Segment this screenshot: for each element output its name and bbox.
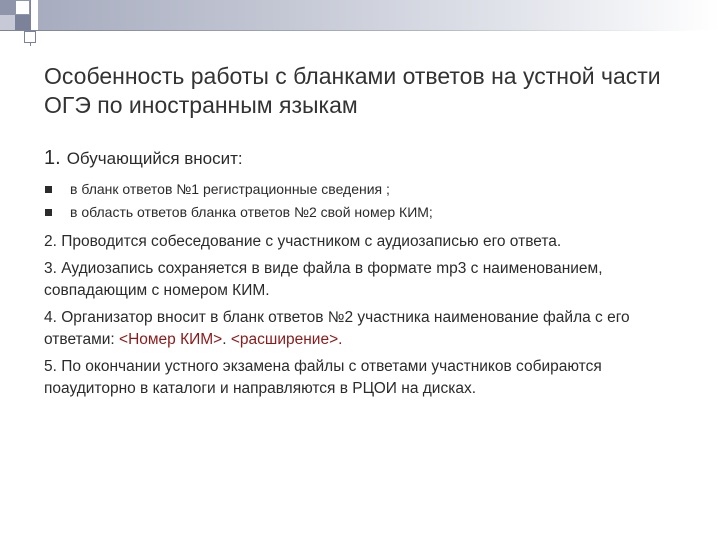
file-name-placeholder: <Номер КИМ> <box>119 331 223 348</box>
step-4-end: . <box>338 331 343 348</box>
list-item <box>44 178 433 201</box>
step-2: 2. Проводится собеседование с участником с аудиозаписью его ответа. <box>44 233 562 250</box>
step-4 <box>44 307 684 352</box>
header-gradient-band <box>38 0 720 30</box>
step-1-number: 1. <box>44 147 61 169</box>
decorative-square <box>24 31 36 43</box>
bullet-text: в бланк ответов №1 регистрационные сведения ; <box>70 181 390 197</box>
step-1-text: Обучающийся вносит: <box>66 149 243 168</box>
step-3: 3. Аудиозапись сохраняется в виде файла в формате mp3 с наименованием, совпадающим с номером КИМ. <box>44 259 603 299</box>
decorative-square <box>0 0 15 15</box>
step-1 <box>44 147 243 170</box>
file-extension-placeholder: <расширение> <box>230 331 339 348</box>
step-4-text: 4. Организатор вносит в бланк ответов №2 участника наименование файла с его ответами: <box>44 308 630 348</box>
steps-body <box>44 231 684 405</box>
decorative-header <box>0 0 720 48</box>
bullet-text: в область ответов бланка ответов №2 свой номер КИМ; <box>70 204 433 220</box>
bullet-list <box>44 178 433 224</box>
decorative-square <box>15 15 30 30</box>
step-5: 5. По окончании устного экзамена файлы с ответами участников собираются поаудиторно в каталоги и направляются в РЦОИ на дисках. <box>44 357 602 397</box>
decorative-horizontal-line <box>0 30 700 31</box>
list-item <box>44 201 433 224</box>
square-bullet-icon <box>45 209 52 216</box>
step-4-separator: . <box>222 331 231 348</box>
decorative-square <box>0 15 15 30</box>
decorative-square <box>15 0 30 15</box>
slide-title: Особенность работы с бланками ответов на устной части ОГЭ по иностранным языкам <box>44 63 661 118</box>
square-bullet-icon <box>45 186 52 193</box>
